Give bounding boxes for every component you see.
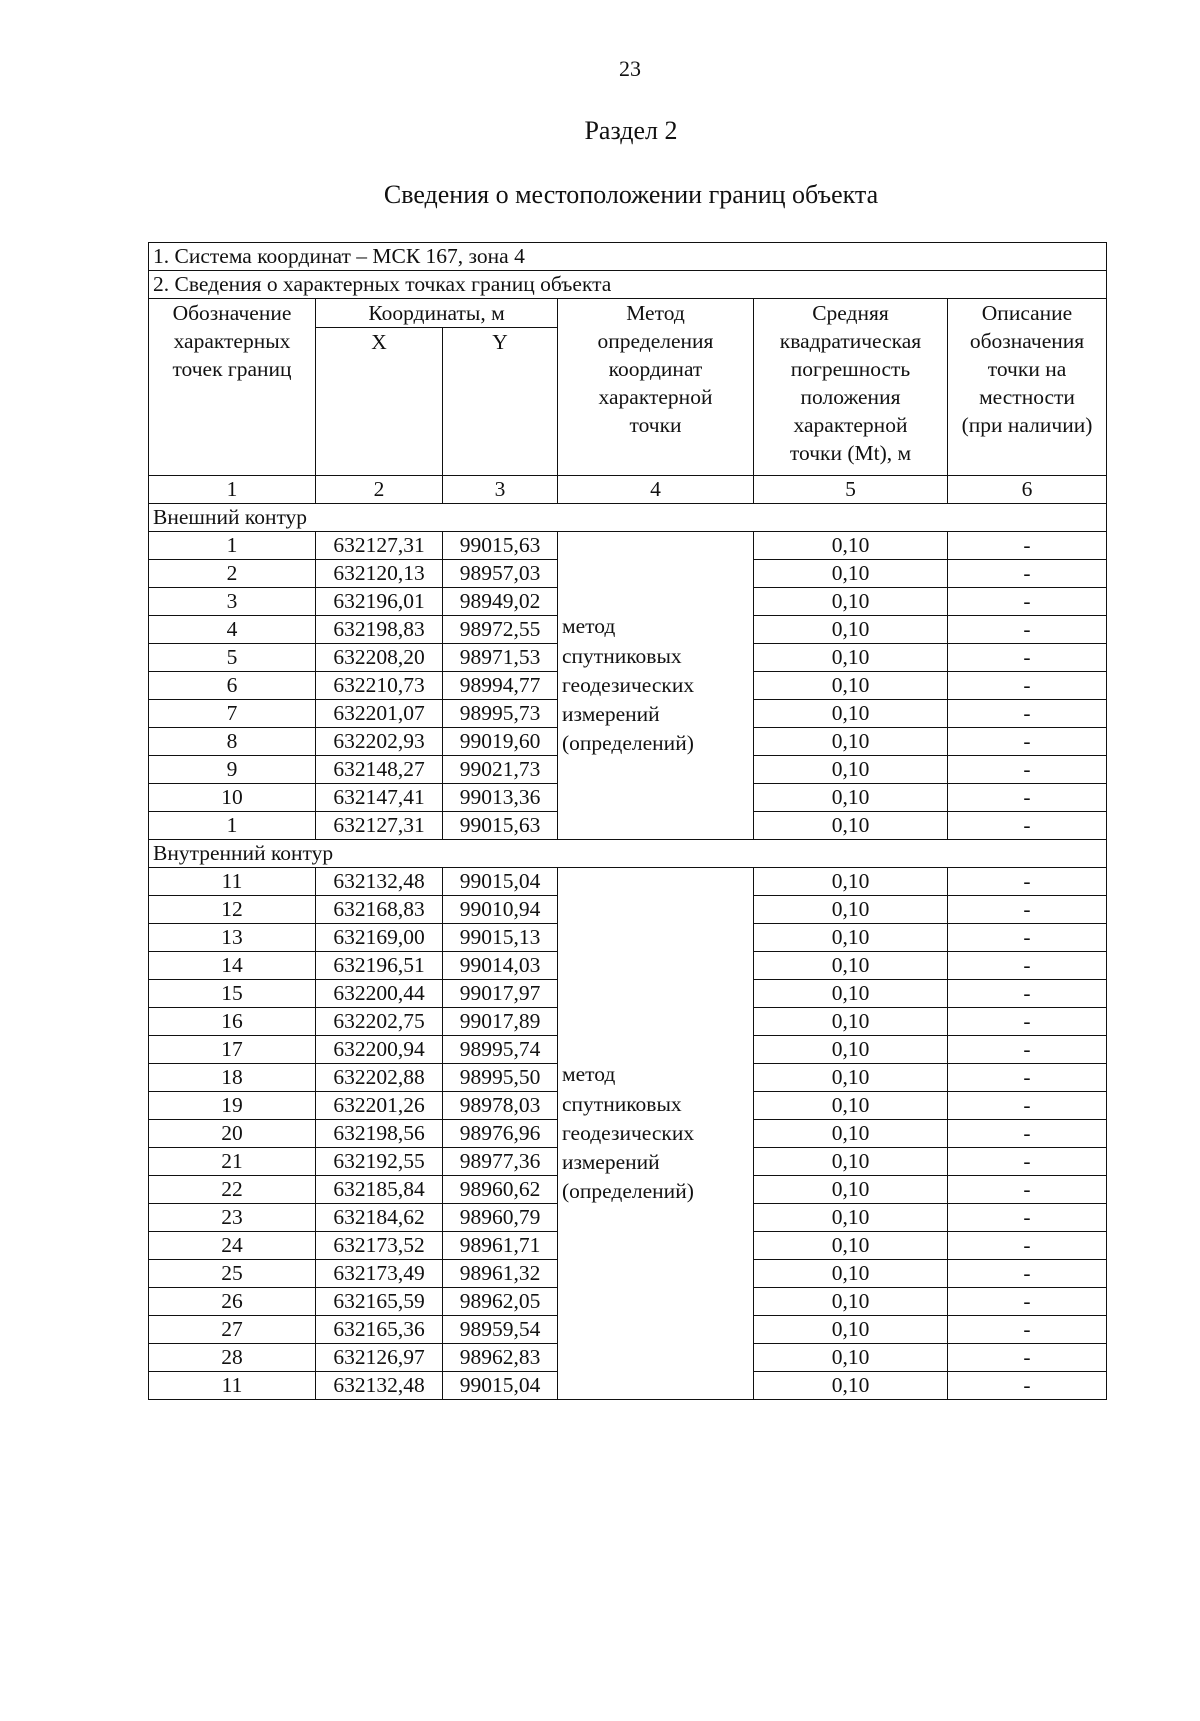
method-line: измерений: [562, 1150, 660, 1175]
y-coordinate-cell: 98995,50: [443, 1064, 558, 1092]
point-id-cell: 15: [149, 980, 316, 1008]
description-cell: -: [948, 980, 1107, 1008]
point-id-cell: 1: [149, 532, 316, 560]
method-cell: [558, 532, 754, 840]
x-coordinate-cell: 632173,52: [316, 1232, 443, 1260]
method-line: метод: [562, 1062, 616, 1087]
x-coordinate-cell: 632202,75: [316, 1008, 443, 1036]
point-id-cell: 8: [149, 728, 316, 756]
mt-cell: 0,10: [754, 1036, 948, 1064]
description-cell: -: [948, 672, 1107, 700]
x-coordinate-cell: 632126,97: [316, 1344, 443, 1372]
description-cell: -: [948, 1204, 1107, 1232]
x-coordinate-cell: 632198,83: [316, 616, 443, 644]
description-cell: -: [948, 756, 1107, 784]
y-coordinate-cell: 98960,79: [443, 1204, 558, 1232]
description-cell: -: [948, 1064, 1107, 1092]
x-coordinate-cell: 632132,48: [316, 1372, 443, 1400]
description-cell: -: [948, 1260, 1107, 1288]
mt-cell: 0,10: [754, 1316, 948, 1344]
x-coordinate-cell: 632210,73: [316, 672, 443, 700]
description-cell: -: [948, 896, 1107, 924]
y-coordinate-cell: 98976,96: [443, 1120, 558, 1148]
mt-cell: 0,10: [754, 616, 948, 644]
mt-cell: 0,10: [754, 1344, 948, 1372]
y-coordinate-cell: 99015,63: [443, 812, 558, 840]
y-coordinate-cell: 98961,32: [443, 1260, 558, 1288]
point-id-cell: 7: [149, 700, 316, 728]
point-id-cell: 14: [149, 952, 316, 980]
mt-cell: 0,10: [754, 868, 948, 896]
point-id-cell: 13: [149, 924, 316, 952]
point-id-cell: 5: [149, 644, 316, 672]
description-cell: -: [948, 868, 1107, 896]
point-id-cell: 22: [149, 1176, 316, 1204]
mt-cell: 0,10: [754, 560, 948, 588]
y-coordinate-cell: 98978,03: [443, 1092, 558, 1120]
description-cell: -: [948, 560, 1107, 588]
x-coordinate-cell: 632127,31: [316, 532, 443, 560]
mt-cell: 0,10: [754, 896, 948, 924]
mt-cell: 0,10: [754, 1008, 948, 1036]
table-row: [149, 532, 1107, 560]
point-id-cell: 26: [149, 1288, 316, 1316]
description-cell: -: [948, 1008, 1107, 1036]
point-id-cell: 27: [149, 1316, 316, 1344]
y-coordinate-cell: 98994,77: [443, 672, 558, 700]
mt-cell: 0,10: [754, 672, 948, 700]
x-coordinate-cell: 632165,59: [316, 1288, 443, 1316]
mt-cell: 0,10: [754, 1148, 948, 1176]
point-id-cell: 20: [149, 1120, 316, 1148]
description-cell: -: [948, 1092, 1107, 1120]
x-coordinate-cell: 632200,94: [316, 1036, 443, 1064]
y-coordinate-cell: 99015,04: [443, 868, 558, 896]
mt-cell: 0,10: [754, 1204, 948, 1232]
page-number: 23: [619, 56, 641, 81]
point-id-cell: 17: [149, 1036, 316, 1064]
y-coordinate-cell: 98972,55: [443, 616, 558, 644]
method-line: измерений: [562, 702, 660, 727]
x-coordinate-cell: 632208,20: [316, 644, 443, 672]
y-coordinate-cell: 99015,13: [443, 924, 558, 952]
mt-cell: 0,10: [754, 1288, 948, 1316]
x-coordinate-cell: 632185,84: [316, 1176, 443, 1204]
y-coordinate-cell: 99015,04: [443, 1372, 558, 1400]
x-coordinate-cell: 632201,07: [316, 700, 443, 728]
description-cell: -: [948, 1120, 1107, 1148]
method-line: спутниковых: [562, 1091, 682, 1116]
x-coordinate-cell: 632196,51: [316, 952, 443, 980]
point-id-cell: 25: [149, 1260, 316, 1288]
y-coordinate-cell: 98961,71: [443, 1232, 558, 1260]
contour-label: Внешний контур: [149, 504, 1107, 532]
mt-cell: 0,10: [754, 1120, 948, 1148]
y-coordinate-cell: 99015,63: [443, 532, 558, 560]
point-id-cell: 11: [149, 868, 316, 896]
mt-cell: 0,10: [754, 1372, 948, 1400]
mt-cell: 0,10: [754, 700, 948, 728]
description-cell: -: [948, 1232, 1107, 1260]
point-id-cell: 23: [149, 1204, 316, 1232]
description-cell: -: [948, 924, 1107, 952]
header-method: Метод определения координат характерной точки: [558, 299, 754, 476]
table-row: [149, 868, 1107, 896]
x-coordinate-cell: 632173,49: [316, 1260, 443, 1288]
x-coordinate-cell: 632201,26: [316, 1092, 443, 1120]
mt-cell: 0,10: [754, 924, 948, 952]
description-cell: -: [948, 588, 1107, 616]
x-coordinate-cell: 632200,44: [316, 980, 443, 1008]
inner-contour-label-row: [149, 840, 1107, 868]
description-cell: -: [948, 1316, 1107, 1344]
mt-cell: 0,10: [754, 1092, 948, 1120]
y-coordinate-cell: 98959,54: [443, 1316, 558, 1344]
description-cell: -: [948, 1148, 1107, 1176]
point-id-cell: 10: [149, 784, 316, 812]
y-coordinate-cell: 98957,03: [443, 560, 558, 588]
x-coordinate-cell: 632202,93: [316, 728, 443, 756]
description-cell: -: [948, 1288, 1107, 1316]
point-id-cell: 12: [149, 896, 316, 924]
mt-cell: 0,10: [754, 1232, 948, 1260]
header-coordinates: Координаты, м: [316, 299, 558, 328]
y-coordinate-cell: 98995,74: [443, 1036, 558, 1064]
point-id-cell: 18: [149, 1064, 316, 1092]
column-number: 6: [948, 476, 1107, 504]
method-cell: [558, 868, 754, 1400]
description-cell: -: [948, 644, 1107, 672]
mt-cell: 0,10: [754, 1064, 948, 1092]
mt-cell: 0,10: [754, 784, 948, 812]
column-number: 2: [316, 476, 443, 504]
point-id-cell: 3: [149, 588, 316, 616]
description-cell: -: [948, 700, 1107, 728]
point-id-cell: 9: [149, 756, 316, 784]
description-cell: -: [948, 1176, 1107, 1204]
y-coordinate-cell: 99019,60: [443, 728, 558, 756]
y-coordinate-cell: 98960,62: [443, 1176, 558, 1204]
method-line: метод: [562, 614, 616, 639]
section-title: Раздел 2: [584, 116, 678, 145]
point-id-cell: 2: [149, 560, 316, 588]
x-coordinate-cell: 632192,55: [316, 1148, 443, 1176]
description-cell: -: [948, 1036, 1107, 1064]
point-id-cell: 16: [149, 1008, 316, 1036]
description-cell: -: [948, 616, 1107, 644]
method-line: геодезических: [562, 672, 695, 697]
description-cell: -: [948, 532, 1107, 560]
header-mean-square-error: Средняя квадратическая погрешность положения характерной точки (Mt), м: [754, 299, 948, 476]
header-y: Y: [443, 328, 558, 476]
mt-cell: 0,10: [754, 728, 948, 756]
boundary-points-table: [148, 242, 1107, 1400]
column-number: 4: [558, 476, 754, 504]
mt-cell: 0,10: [754, 756, 948, 784]
mt-cell: 0,10: [754, 980, 948, 1008]
x-coordinate-cell: 632165,36: [316, 1316, 443, 1344]
point-id-cell: 24: [149, 1232, 316, 1260]
column-number: 1: [149, 476, 316, 504]
x-coordinate-cell: 632202,88: [316, 1064, 443, 1092]
y-coordinate-cell: 99014,03: [443, 952, 558, 980]
y-coordinate-cell: 98962,05: [443, 1288, 558, 1316]
mt-cell: 0,10: [754, 812, 948, 840]
description-cell: -: [948, 952, 1107, 980]
mt-cell: 0,10: [754, 1260, 948, 1288]
document-title: Сведения о местоположении границ объекта: [383, 180, 879, 209]
outer-contour-label-row: [149, 504, 1107, 532]
description-cell: -: [948, 784, 1107, 812]
column-numbers-row: [149, 476, 1107, 504]
method-line: (определений): [562, 1179, 694, 1204]
point-id-cell: 4: [149, 616, 316, 644]
y-coordinate-cell: 98962,83: [443, 1344, 558, 1372]
method-line: геодезических: [562, 1120, 695, 1145]
y-coordinate-cell: 98995,73: [443, 700, 558, 728]
mt-cell: 0,10: [754, 1176, 948, 1204]
y-coordinate-cell: 98949,02: [443, 588, 558, 616]
mt-cell: 0,10: [754, 952, 948, 980]
header-description: Описание обозначения точки на местности (при наличии): [948, 299, 1107, 476]
column-number: 5: [754, 476, 948, 504]
method-line: спутниковых: [562, 643, 682, 668]
x-coordinate-cell: 632148,27: [316, 756, 443, 784]
x-coordinate-cell: 632132,48: [316, 868, 443, 896]
description-cell: -: [948, 812, 1107, 840]
point-id-cell: 19: [149, 1092, 316, 1120]
y-coordinate-cell: 99017,89: [443, 1008, 558, 1036]
description-cell: -: [948, 1372, 1107, 1400]
x-coordinate-cell: 632168,83: [316, 896, 443, 924]
header-x: X: [316, 328, 443, 476]
x-coordinate-cell: 632198,56: [316, 1120, 443, 1148]
y-coordinate-cell: 99013,36: [443, 784, 558, 812]
x-coordinate-cell: 632196,01: [316, 588, 443, 616]
x-coordinate-cell: 632184,62: [316, 1204, 443, 1232]
mt-cell: 0,10: [754, 644, 948, 672]
y-coordinate-cell: 99021,73: [443, 756, 558, 784]
y-coordinate-cell: 99010,94: [443, 896, 558, 924]
x-coordinate-cell: 632120,13: [316, 560, 443, 588]
points-heading-row: 2. Сведения о характерных точках границ объекта: [149, 271, 1107, 299]
y-coordinate-cell: 98977,36: [443, 1148, 558, 1176]
x-coordinate-cell: 632169,00: [316, 924, 443, 952]
header-point-designation: Обозначение характерных точек границ: [149, 299, 316, 476]
column-number: 3: [443, 476, 558, 504]
point-id-cell: 11: [149, 1372, 316, 1400]
coord-system-row: 1. Система координат – МСК 167, зона 4: [149, 243, 1107, 271]
description-cell: -: [948, 1344, 1107, 1372]
y-coordinate-cell: 99017,97: [443, 980, 558, 1008]
description-cell: -: [948, 728, 1107, 756]
point-id-cell: 1: [149, 812, 316, 840]
method-line: (определений): [562, 731, 694, 756]
point-id-cell: 6: [149, 672, 316, 700]
x-coordinate-cell: 632147,41: [316, 784, 443, 812]
y-coordinate-cell: 98971,53: [443, 644, 558, 672]
point-id-cell: 21: [149, 1148, 316, 1176]
mt-cell: 0,10: [754, 532, 948, 560]
mt-cell: 0,10: [754, 588, 948, 616]
point-id-cell: 28: [149, 1344, 316, 1372]
x-coordinate-cell: 632127,31: [316, 812, 443, 840]
contour-label: Внутренний контур: [149, 840, 1107, 868]
